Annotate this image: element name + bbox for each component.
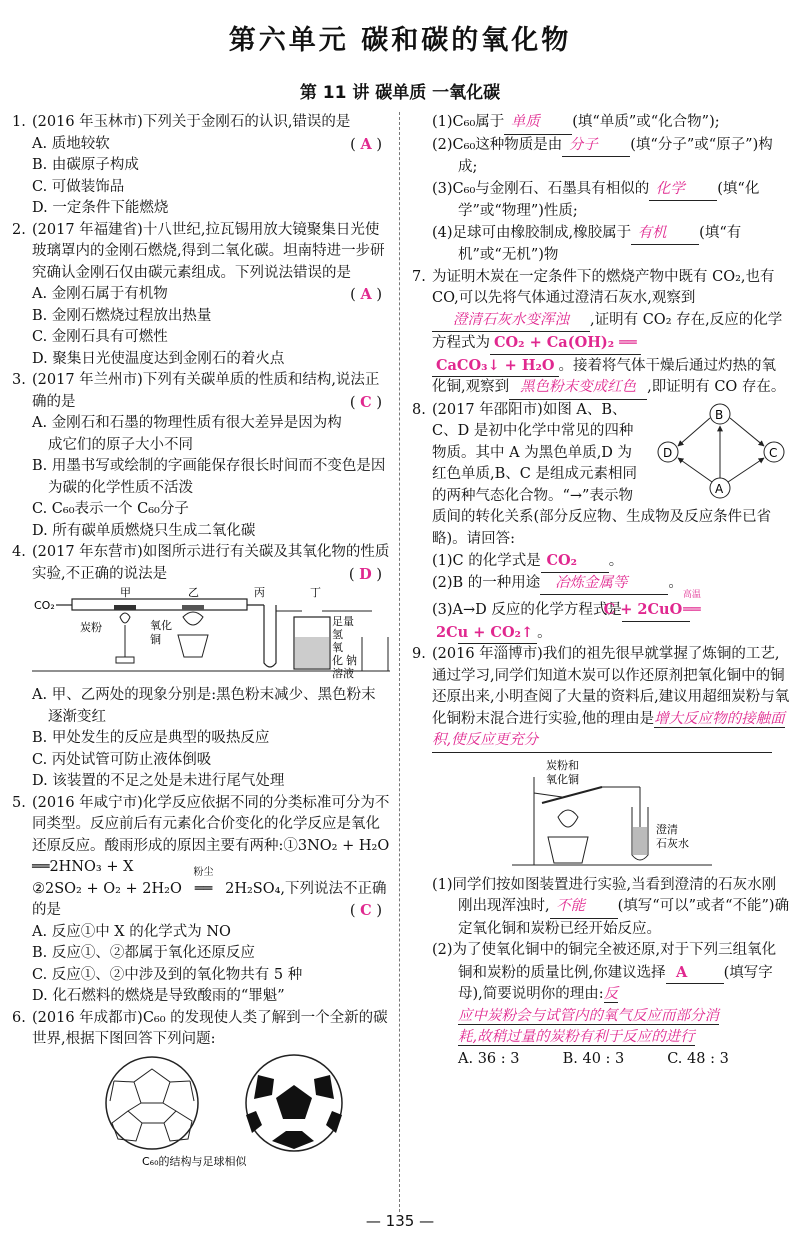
answer-blank-2b: CaCO₃↓ + H₂O [432, 355, 559, 378]
flame-1 [120, 613, 130, 623]
fig-label-4: 石灰水 [656, 836, 689, 850]
soccer-ball-icon [246, 1055, 342, 1151]
answer-blank-b: 2Cu + CO₂↑ [458, 622, 537, 645]
sub-hint: (填写“可以”或者“不能”)确定氧化铜和炭粉已经开始反应。 [458, 898, 790, 937]
option-c: C. 可做装饰品 [32, 178, 125, 195]
c60-molecule-icon [106, 1057, 198, 1149]
answer-blank: 单质 [504, 112, 572, 135]
reason-b: 应中炭粉会与试管内的氧气反应而部分消 [458, 1007, 719, 1024]
sub-prompt: (1)C 的化学式是 [432, 553, 541, 569]
node-b-label: B [715, 407, 724, 422]
sub-prompt: (2)为了使氧化铜中的铜完全被还原,对于下列三组氧化铜和炭粉的质量比例,你建议选择 [432, 942, 777, 981]
option-c: C. 反应①、②中涉及到的氧化物共有 5 种 [32, 966, 303, 983]
page-number: — 135 — [365, 1212, 435, 1230]
lamp-2 [178, 635, 208, 657]
answer-bracket: ( D ) [348, 565, 382, 583]
reason-a: 反 [603, 986, 619, 1002]
ding-label: 丁 [310, 587, 321, 599]
jia-label: 甲 [120, 587, 131, 599]
equation-left: ②2SO₂ + O₂ + 2H₂O [32, 880, 182, 897]
answer-blank-reason-a: 增大反应物的接触面 [654, 710, 785, 727]
question-number: 8. [412, 401, 426, 418]
answer-choice: A [360, 286, 372, 303]
answer-blank-2a: CO₂ + Ca(OH)₂ ══ [490, 332, 641, 355]
question-number: 5. [12, 794, 26, 811]
question-6-subparts [412, 112, 790, 267]
condition-arrow: 粉尘 ══ [186, 879, 220, 901]
unit-title: 第六单元 碳和碳的氧化物 [228, 25, 572, 56]
left-column [12, 112, 390, 1169]
arrow-b-d [678, 418, 710, 446]
right-column [412, 112, 790, 1070]
question-7 [412, 267, 790, 400]
carbon-powder [114, 605, 136, 610]
answer-blank: 冶炼金属等 [540, 573, 668, 596]
hua-label: 化 [332, 654, 343, 667]
yang-label: 氧 [332, 641, 343, 654]
question-stem: (2016 年玉林市)下列关于金刚石的认识,错误的是 [32, 114, 351, 130]
option-b: B. 甲处发生的反应是典型的吸热反应 [32, 730, 270, 746]
question-3 [12, 370, 390, 542]
question-text: ,即证明有 CO 存在。 [647, 379, 786, 395]
answer-blank: 有机 [631, 223, 699, 246]
option-a: A. 反应①中 X 的化学式为 NO [32, 923, 231, 940]
lesson-title: 第 11 讲 碳单质 一氧化碳 [299, 83, 501, 103]
zuliang-label: 足量 [332, 615, 354, 628]
apparatus-figure [32, 587, 390, 683]
answer-blank: CO₂ [541, 550, 609, 573]
reason-c: 耗,故稍过量的炭粉有利于反应的进行 [458, 1029, 695, 1045]
sub-hint: (填“有机”或“无机”)物 [458, 224, 742, 263]
yi-label: 乙 [188, 587, 199, 599]
sub-prompt: (4)足球可由橡胶制成,橡胶属于 [432, 224, 632, 241]
question-number: 1. [12, 114, 26, 130]
node-c-label: C [769, 445, 778, 460]
answer-blank: 不能 [550, 896, 618, 919]
question-stem-2 [32, 866, 390, 922]
option-b: B. 反应①、②都属于氧化还原反应 [32, 945, 255, 961]
option-a: A. 金刚石和石墨的物理性质有很大差异是因为构成它们的原子大小不同 [32, 415, 342, 453]
node-a-label: A [715, 481, 724, 496]
sub-prompt: (3)A→D 反应的化学方程式是 [432, 602, 622, 618]
fig-label-1: 炭粉和 [546, 758, 579, 772]
question-5 [12, 793, 390, 1008]
bing-label: 丙 [254, 587, 265, 599]
sub-hint: (填“分子”或“原子”)构成; [458, 136, 773, 175]
answer-blank-1: 澄清石灰水变浑浊 [432, 310, 590, 333]
question-4 [12, 542, 390, 793]
beaker [362, 637, 388, 671]
fig-label-2: 氧化铜 [546, 772, 579, 786]
arrow-a-c [728, 458, 764, 482]
question-stem: (2017 年东营市)如图所示进行有关碳及其氧化物的性质实验,不正确的说法是 [32, 544, 390, 582]
sub-hint: (填“单质”或“化合物”); [572, 114, 720, 130]
option-d: D. 所有碳单质燃烧只生成二氧化碳 [32, 522, 256, 539]
na-label: 钠 [346, 654, 357, 667]
question-1 [12, 112, 390, 220]
option-a: A. 甲、乙两处的现象分别是:黑色粉末减少、黑色粉末逐渐变红 [32, 687, 376, 725]
arrow-a-d [678, 458, 712, 482]
question-stem: 为证明木炭在一定条件下的燃烧产物中既有 CO₂,也有 CO,可以先将气体通过澄清石灰水,观察到 [432, 268, 775, 306]
option-d: D. 该装置的不足之处是未进行尾气处理 [32, 773, 285, 789]
tong-label: 铜 [150, 633, 161, 646]
condition-arrow: 高温 ══ [690, 600, 720, 622]
alcohol-lamp [548, 837, 588, 863]
answer-bracket: ( A ) [350, 135, 382, 153]
answer-bracket: ( A ) [350, 286, 382, 303]
option-c: C. 丙处试管可防止液体倒吸 [32, 751, 212, 768]
question-number: 4. [12, 544, 26, 560]
choice-a: A. 36 : 3 [458, 1050, 520, 1067]
condition-label: 粉尘 [193, 866, 214, 878]
option-a: A. 金刚石属于有机物 [32, 286, 168, 302]
sub-question-1 [432, 112, 790, 135]
node-d-label: D [663, 445, 673, 460]
question-stem: (2017 年兰州市)下列有关碳单质的性质和结构,说法正确的是 [32, 372, 380, 410]
reduction-apparatus [512, 757, 712, 875]
question-stem: (2016 年咸宁市)化学反应依据不同的分类标准可分为不同类型。反应前后有元素化合价变化的化学反应是氧化还原反应。酸雨形成的原因主要有两种:①3NO₂ + H₂O ══2HNO₃ + X [32, 794, 390, 875]
option-c: C. 金刚石具有可燃性 [32, 329, 168, 345]
question-stem: (2017 年邵阳市)如图 A、B、C、D 是初中化学中常见的四种物质。其中 A 为黑色单质,D 为红色单质,B、C 是组成元素相同的两种气态化合物。“→”表示物质间的转化关系(部分反应物、生成物及反应条件已省略)。请回答: [432, 401, 772, 547]
sub-question-4 [432, 223, 790, 267]
sub-question-2 [432, 940, 790, 1049]
co2-label: CO₂ [34, 599, 55, 612]
option-a: A. 质地较软 [32, 135, 110, 152]
ratio-choices [432, 1049, 790, 1071]
condition-label: 高温 [682, 590, 701, 600]
question-number: 6. [12, 1009, 26, 1026]
rongye-label: 溶液 [332, 667, 354, 680]
question-9 [412, 644, 790, 1070]
answer-bracket: ( C ) [349, 902, 382, 919]
question-6 [12, 1008, 390, 1169]
limewater [633, 827, 647, 855]
answer-choice: D [359, 565, 372, 583]
clamp [534, 793, 562, 797]
copper-oxide [182, 605, 204, 610]
question-number: 3. [12, 372, 26, 388]
question-stem: (2016 年成都市)C₆₀ 的发现使人类了解到一个全新的碳世界,根据下图回答下列问题: [32, 1009, 388, 1047]
answer-blank: A [666, 962, 724, 985]
equation-right: 2H₂SO₄,下列说法不正确的是 [32, 880, 387, 918]
question-text: 。接着将气体干燥后通过灼热的氧化铜,观察到 [432, 357, 777, 395]
question-2 [12, 220, 390, 371]
sub-prompt: (1)同学们按如图装置进行实验,当看到澄清的石灰水刚刚出现浑浊时, [432, 876, 777, 914]
option-d: D. 一定条件下能燃烧 [32, 200, 169, 216]
tanfen-label: 炭粉 [80, 621, 102, 634]
sub-question-1: (1)C 的化学式是 CO₂ 。 [432, 550, 790, 573]
column-divider [399, 112, 400, 1212]
option-d: D. 聚集日光使温度达到金刚石的着火点 [32, 350, 285, 367]
answer-blank-reason-b: 积,使反应更充分 [432, 730, 772, 753]
empty-test-tube [264, 605, 276, 667]
question-text: ,证明有 CO₂ 存在,反应的化学方程式为 [432, 311, 783, 351]
flame-icon [558, 810, 578, 827]
option-b: B. 由碳原子构成 [32, 157, 139, 173]
answer-blank: 分子 [562, 135, 630, 158]
choice-c: C. 48 : 3 [667, 1050, 729, 1067]
fig-label-3: 澄清 [656, 822, 678, 836]
naoh-solution [295, 637, 329, 668]
answer-blank-3: 黑色粉末变成红色 [509, 377, 647, 400]
question-stem: (2017 年福建省)十八世纪,拉瓦锡用放大镜聚集日光使玻璃罩内的金刚石燃烧,得到二氧化碳。坦南特进一步研究确认金刚石仅由碳元素组成。下列说法错误的是 [32, 221, 385, 281]
sub-hint: (填写字母),简要说明你的理由: [458, 964, 773, 1002]
question-number: 9. [412, 646, 426, 662]
relation-diagram [650, 402, 790, 502]
question-number: 7. [412, 268, 426, 285]
answer-choice: C [360, 902, 372, 919]
question-number: 2. [12, 221, 26, 238]
answer-blank-a: C + 2CuO [622, 599, 690, 622]
sub-question-1 [432, 875, 790, 941]
sub-prompt: (3)C₆₀与金刚石、石墨具有相似的 [432, 180, 650, 197]
sub-question-3: (3)A→D 反应的化学方程式是C + 2CuO 高温 ══ 2Cu + CO₂↑ 。 [432, 599, 790, 644]
choice-b: B. 40 : 3 [562, 1050, 625, 1067]
yanghua-label: 氧化 [150, 619, 172, 632]
answer-blank: 化学 [649, 179, 717, 202]
figure-caption: C₆₀的结构与足球相似 [142, 1154, 247, 1168]
sub-question-3 [432, 179, 790, 223]
flame-2 [183, 612, 203, 625]
sub-prompt: (1)C₆₀属于 [432, 114, 505, 130]
arrow-b-c [730, 418, 764, 446]
option-b: B. 金刚石燃烧过程放出热量 [32, 307, 212, 324]
sub-question-2 [432, 135, 790, 179]
answer-choice: C [360, 393, 372, 411]
answer-bracket: ( C ) [349, 393, 382, 411]
burner-base-1 [116, 657, 134, 663]
option-d: D. 化石燃料的燃烧是导致酸雨的“罪魁” [32, 988, 285, 1004]
question-stem: (2016 年淄博市)我们的祖先很早就掌握了炼铜的工艺,通过学习,同学们知道木炭可以作还原剂把氧化铜中的铜还原出来,小明查阅了大量的资料后,建议用超细炭粉与氧化铜粉末混合进行实验,他的理由是 [432, 646, 790, 727]
question-8 [412, 400, 790, 645]
sub-prompt: (2)B 的一种用途 [432, 574, 541, 591]
qing-label: 氢 [332, 628, 343, 641]
glass-tube [72, 599, 247, 610]
option-c: C. C₆₀表示一个 C₆₀分子 [32, 501, 189, 517]
c60-figure [32, 1051, 390, 1169]
sub-question-2: (2)B 的一种用途 冶炼金属等 。 [432, 573, 790, 596]
answer-choice: A [360, 135, 372, 153]
option-b: B. 用墨书写或绘制的字画能保存很长时间而不变色是因为碳的化学性质不活泼 [32, 458, 386, 496]
sub-prompt: (2)C₆₀这种物质是由 [432, 136, 563, 153]
sub-hint: (填“化学”或“物理”)性质; [458, 180, 760, 219]
